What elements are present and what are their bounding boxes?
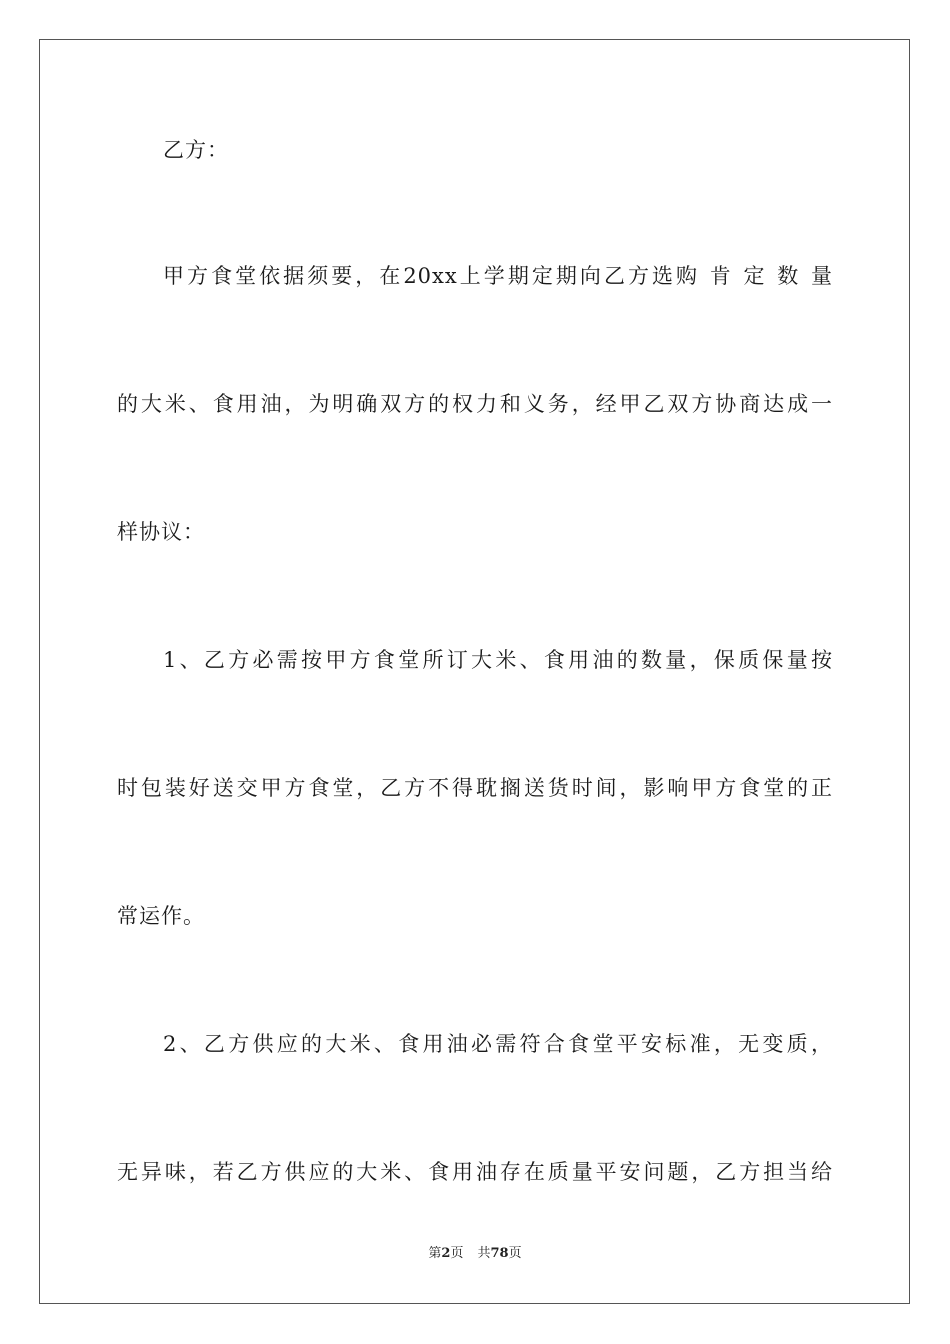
text-line: 时包装好送交甲方食堂，乙方不得耽搁送货时间，影响甲方食堂的正 — [117, 776, 833, 800]
text-line: 常运作。 — [117, 904, 205, 928]
text-line: 2、乙方供应的大米、食用油必需符合食堂平安标准，无变质， — [163, 1032, 833, 1056]
footer-page-suffix: 页 — [450, 1246, 464, 1261]
text-line: 甲方食堂依据须要，在20xx上学期定期向乙方选购 肯 定 数 量 — [163, 264, 833, 288]
text-line: 样协议： — [117, 520, 205, 544]
text-line: 乙方： — [163, 138, 229, 162]
footer-total-prefix: 共 — [477, 1246, 491, 1261]
text-line: 的大米、食用油，为明确双方的权力和义务，经甲乙双方协商达成一 — [117, 392, 833, 416]
current-page-number: 2 — [441, 1246, 451, 1261]
text-line: 无异味，若乙方供应的大米、食用油存在质量平安问题，乙方担当给 — [117, 1160, 833, 1184]
footer-prefix: 第 — [428, 1246, 442, 1261]
footer-total-suffix: 页 — [508, 1246, 522, 1261]
page-footer — [0, 1245, 950, 1263]
total-page-number: 78 — [490, 1246, 509, 1261]
text-line: 1、乙方必需按甲方食堂所订大米、食用油的数量，保质保量按 — [163, 648, 833, 672]
